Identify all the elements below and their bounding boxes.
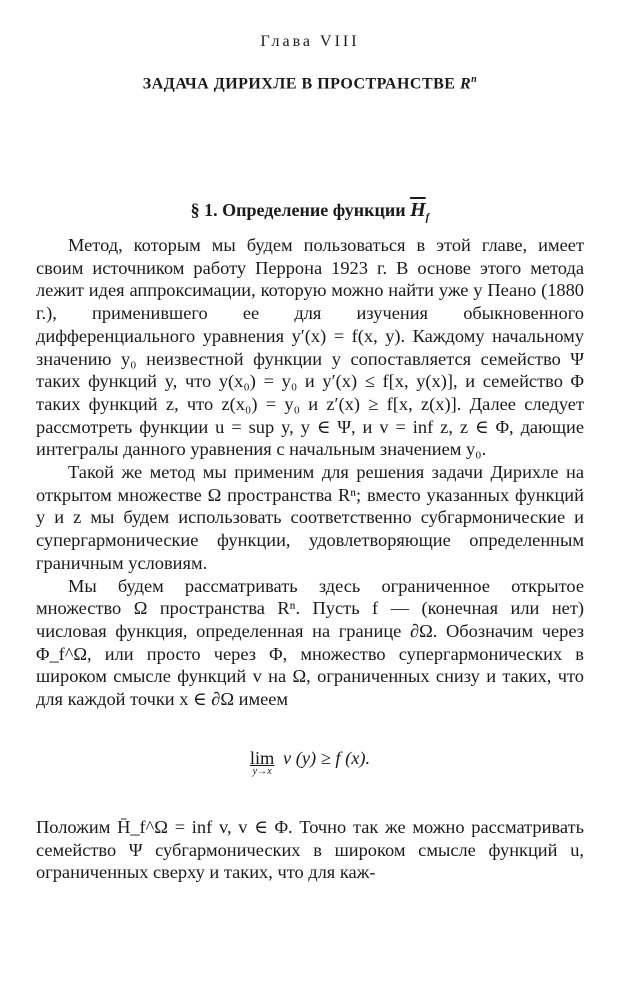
closing-paragraph: Положим H̄_f^Ω = inf v, v ∈ Φ. Точно так же можно рассматривать семейство Ψ субгармонических в широком смысле функций u, ограниченных сверху и таких, что для каж- (36, 817, 584, 883)
limit-operator (250, 748, 275, 777)
limit-formula (36, 748, 584, 779)
main-text (36, 234, 584, 711)
limit-word: lim (249, 748, 275, 768)
paragraph-3: Мы будем рассматривать здесь ограниченное открытое множество Ω пространства Rⁿ. Пусть f — (конечная или нет) числовая функция, определенная на границе ∂Ω. Обозначим через Φ_f^Ω, или просто через Φ, множество супергармонических в широком смысле функций v на Ω, ограниченных снизу и таких, что для каждой точки x ∈ ∂Ω имеем (36, 575, 584, 710)
section-title (36, 199, 584, 224)
closing-text (36, 816, 584, 884)
chapter-title-symbol: R (459, 75, 472, 93)
chapter-title (36, 74, 584, 93)
chapter-label: Глава VIII (260, 33, 360, 50)
limit-expression: v (y) ≥ f (x). (282, 748, 371, 768)
paragraph-1: Метод, которым мы будем пользоваться в этой главе, имеет своим источником работу Перрона 1923 г. В основе этого метода лежит идея аппроксимации, которую можно найти уже у Пеано (1880 г.), применившего ее для изучения обыкновенного дифференциального уравнения y′(x) = f(x, y). Каждому начальному значению y₀ неизвестной функции y сопоставляется семейство Ψ таких функций y, что y(x₀) = y₀ и y′(x) ≤ f[x, y(x)], и семейство Φ таких функций z, что z(x₀) = y₀ и z′(x) ≥ f[x, z(x)]. Далее следует рассмотреть функции u = sup y, y ∈ Ψ, и v = inf z, z ∈ Φ, дающие интегралы данного уравнения с начальным значением y₀. (36, 235, 584, 460)
limit-subscript: y→x (252, 766, 272, 777)
chapter-title-text: ЗАДАЧА ДИРИХЛЕ В ПРОСТРАНСТВЕ (142, 75, 456, 93)
section-title-text: § 1. Определение функции (190, 200, 406, 220)
paragraph-2: Такой же метод мы применим для решения задачи Дирихле на открытом множестве Ω пространства Rⁿ; вместо указанных функций y и z мы будем использовать соответственно субгармонические и супергармонические функции, удовлетворяющие определенным граничным условиям. (36, 462, 584, 573)
section-title-symbol-sub: f (425, 211, 430, 224)
chapter-title-symbol-sup: n (471, 74, 478, 85)
section-title-symbol: $\overline{H}$ (410, 199, 426, 221)
